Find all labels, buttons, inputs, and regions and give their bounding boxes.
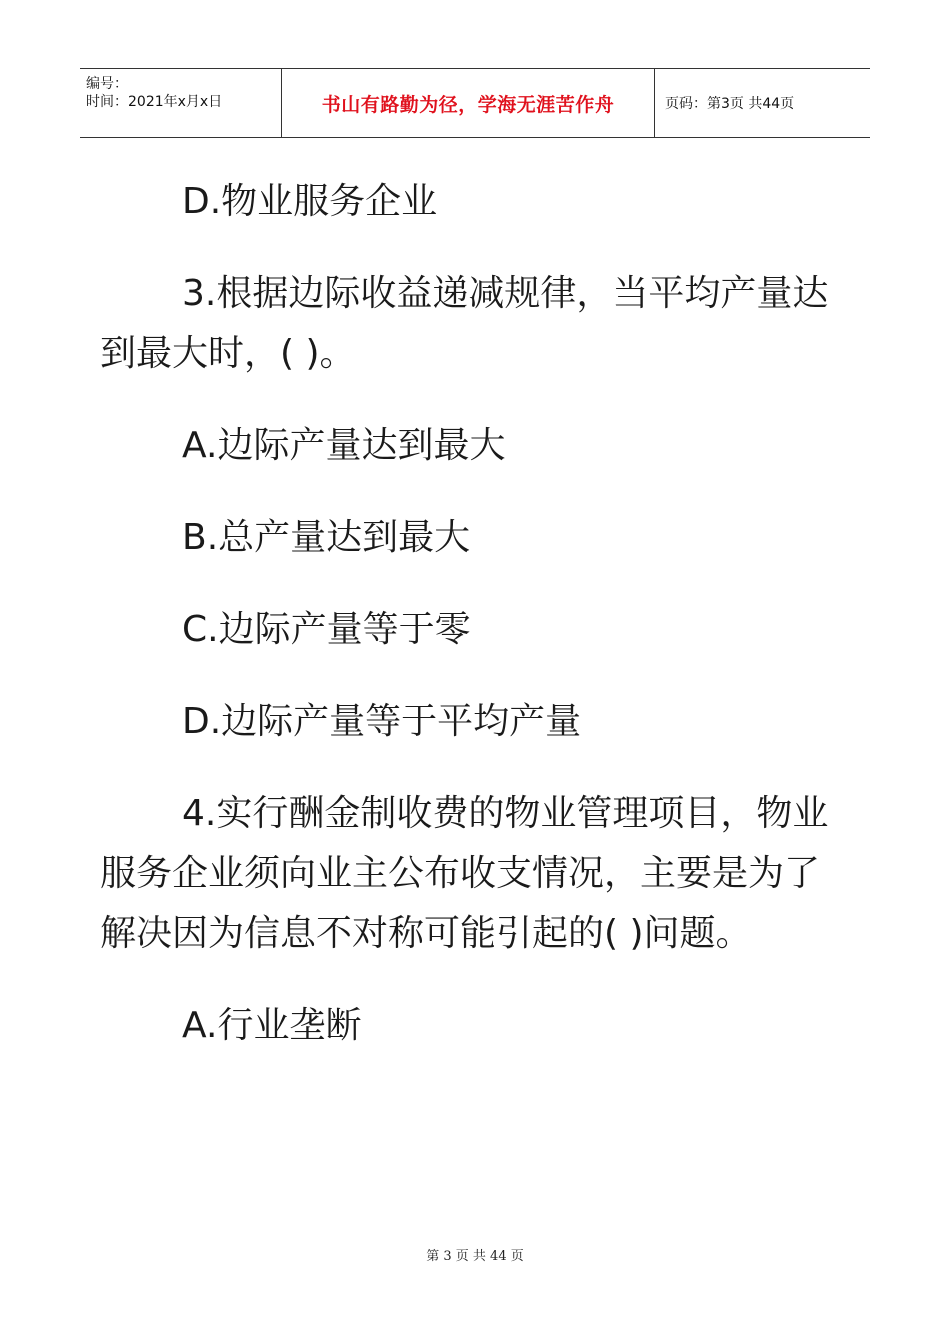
question-4-option-a: A.行业垄断 (182, 1005, 362, 1046)
number-label: 编号： (86, 76, 128, 92)
page-footer: 第 3 页 共 44 页 (426, 1249, 524, 1264)
question-3-option-c: C.边际产量等于零 (182, 609, 471, 650)
header-motto-cell (282, 69, 655, 137)
page-info: 页码：第3页 共44页 (665, 96, 795, 112)
question-3: 3.根据边际收益递减规律，当平均产量达到最大时，( )。 (100, 273, 829, 374)
time-label: 时间：2021年x月x日 (86, 94, 223, 110)
header-meta (80, 69, 282, 137)
question-4: 4.实行酬金制收费的物业管理项目，物业服务企业须向业主公布收支情况，主要是为了解决因为信息不对称可能引起的( )问题。 (100, 793, 829, 954)
header-page-cell (655, 69, 870, 137)
page-header (80, 68, 870, 138)
question-3-option-a: A.边际产量达到最大 (182, 425, 506, 466)
option-d-previous: D.物业服务企业 (182, 181, 438, 222)
question-3-option-d: D.边际产量等于平均产量 (182, 701, 582, 742)
document-body (100, 172, 850, 1088)
motto-text: 书山有路勤为径，学海无涯苦作舟 (321, 93, 615, 116)
question-3-option-b: B.总产量达到最大 (182, 517, 471, 558)
